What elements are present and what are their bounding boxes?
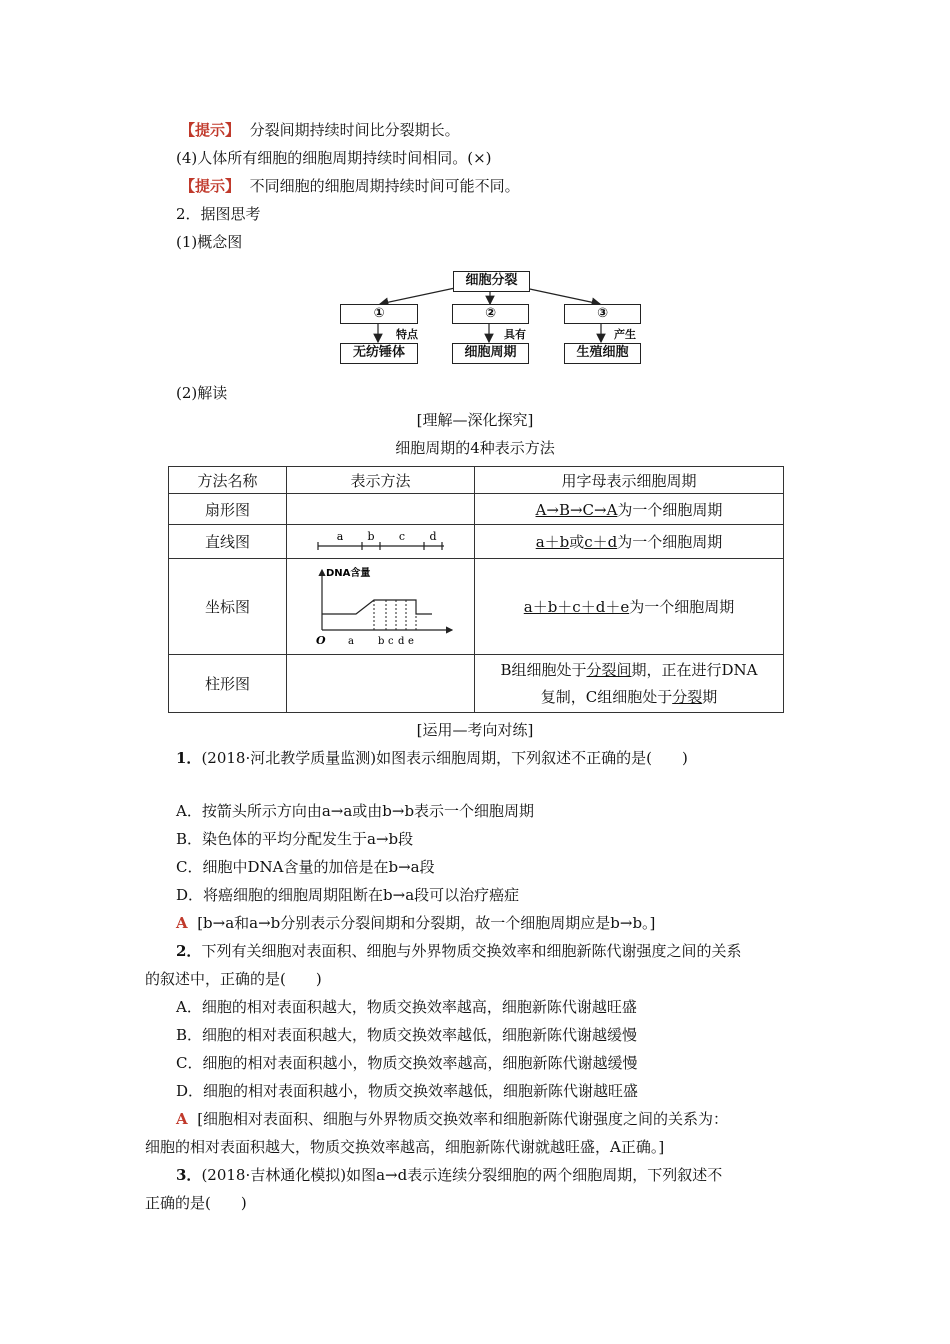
question-2-stem-1 xyxy=(176,940,741,962)
answer-letter: A xyxy=(176,914,188,932)
answer-underlined: A→B→C→A xyxy=(535,500,618,519)
concept-node-3: ③ xyxy=(564,304,641,324)
item-4: (4)人体所有细胞的细胞周期持续时间相同。(×) xyxy=(176,149,492,167)
concept-map-arrows xyxy=(0,0,950,400)
table-header: 表示方法 xyxy=(287,467,475,494)
table-row xyxy=(169,525,784,559)
q1-option-a: A．按箭头所示方向由a→a或由b→b表示一个细胞周期 xyxy=(176,802,535,820)
question-3-stem-1 xyxy=(176,1164,722,1186)
method-answer xyxy=(475,559,784,655)
arrow-root-to-node3 xyxy=(525,288,600,304)
coord-diagram-cell xyxy=(287,559,475,655)
q2-option-c: C．细胞的相对表面积越小，物质交换效率越高，细胞新陈代谢越缓慢 xyxy=(176,1054,638,1072)
answer-rest: 为一个细胞周期 xyxy=(629,598,735,616)
method-answer xyxy=(475,655,784,713)
concept-leaf-3: 生殖细胞 xyxy=(564,343,641,364)
hint-tag: 【提示】 xyxy=(180,121,241,139)
subsection-concept-map: (1)概念图 xyxy=(176,233,243,251)
x-label-e: e xyxy=(407,635,414,647)
origin-label: O xyxy=(315,633,326,647)
x-label-d: d xyxy=(397,635,404,647)
method-name: 直线图 xyxy=(169,525,287,559)
question-number: 3． xyxy=(176,1166,202,1184)
arrow-root-to-node1 xyxy=(380,288,455,304)
edge-label-1: 特点 xyxy=(396,328,418,341)
answer-letter: A xyxy=(176,1110,188,1128)
q1-option-b: B．染色体的平均分配发生于a→b段 xyxy=(176,830,414,848)
answer-underlined: 分裂间 xyxy=(586,660,632,679)
edge-label-2: 具有 xyxy=(504,328,526,341)
answer-rest: 为一个细胞周期 xyxy=(617,500,723,519)
question-3-stem-2: 正确的是( ) xyxy=(145,1194,247,1212)
question-source: (2018·河北教学质量监测) xyxy=(201,749,377,767)
method-figure-empty xyxy=(287,494,475,525)
y-axis-label: DNA含量 xyxy=(325,567,370,579)
answer-explanation: [b→a和a→b分别表示分裂间期和分裂期，故一个细胞周期应是b→b。] xyxy=(197,914,656,932)
coord-diagram xyxy=(306,564,456,650)
table-header: 方法名称 xyxy=(169,467,287,494)
hint-text: 分裂间期持续时间比分裂期长。 xyxy=(249,121,460,139)
line-label-c: c xyxy=(398,529,405,543)
answer-text: 期，正在进行DNA xyxy=(631,660,758,679)
q2-option-b: B．细胞的相对表面积越大，物质交换效率越低，细胞新陈代谢越缓慢 xyxy=(176,1026,638,1044)
method-answer xyxy=(475,494,784,525)
answer-underlined: a＋b＋c＋d＋e xyxy=(523,598,630,616)
question-2-stem-2: 的叙述中，正确的是( ) xyxy=(145,970,322,988)
q2-option-a: A．细胞的相对表面积越大，物质交换效率越高，细胞新陈代谢越旺盛 xyxy=(176,998,637,1016)
answer-or: 或 xyxy=(569,533,585,551)
bracket-heading-2: [运用—考向对练] xyxy=(416,721,534,739)
table-row xyxy=(169,494,784,525)
dna-curve xyxy=(322,600,432,614)
q1-option-c: C．细胞中DNA含量的加倍是在b→a段 xyxy=(176,858,435,876)
answer-underlined: a＋b xyxy=(535,533,570,551)
table-title: 细胞周期的4种表示方法 xyxy=(395,439,555,457)
answer-text: 复制，C组细胞处于 xyxy=(540,687,673,706)
line-diagram xyxy=(316,530,446,554)
table-row xyxy=(169,559,784,655)
method-name: 扇形图 xyxy=(169,494,287,525)
answer-explanation: [细胞相对表面积、细胞与外界物质交换效率和细胞新陈代谢强度之间的关系为： xyxy=(197,1110,729,1128)
question-number: 1． xyxy=(176,749,202,767)
methods-table xyxy=(168,466,784,713)
concept-leaf-1: 无纺锤体 xyxy=(340,343,418,364)
answer-underlined: 分裂 xyxy=(672,687,703,706)
x-label-b: b xyxy=(377,635,384,647)
line-label-a: a xyxy=(336,529,343,543)
line-diagram-cell xyxy=(287,525,475,559)
q2-answer-line-2: 细胞的相对表面积越大，物质交换效率越高，细胞新陈代谢就越旺盛，A正确。] xyxy=(145,1138,665,1156)
concept-leaf-2: 细胞周期 xyxy=(452,343,529,364)
method-figure-empty xyxy=(287,655,475,713)
bracket-heading-1: [理解—深化探究] xyxy=(416,411,534,429)
concept-node-1: ① xyxy=(340,304,418,324)
question-1-stem xyxy=(176,747,688,769)
concept-node-2: ② xyxy=(452,304,529,324)
answer-rest: 为一个细胞周期 xyxy=(617,533,723,551)
line-label-b: b xyxy=(366,529,375,543)
question-text: 下列有关细胞对表面积、细胞与外界物质交换效率和细胞新陈代谢强度之间的关系 xyxy=(201,942,742,960)
answer-text: B组细胞处于 xyxy=(500,660,587,679)
q2-option-d: D．细胞的相对表面积越小，物质交换效率越低，细胞新陈代谢越旺盛 xyxy=(176,1082,639,1100)
method-answer xyxy=(475,525,784,559)
table-row xyxy=(169,655,784,713)
table-header: 用字母表示细胞周期 xyxy=(475,467,784,494)
concept-root: 细胞分裂 xyxy=(453,271,530,292)
answer-underlined: c＋d xyxy=(584,533,618,551)
x-label-c: c xyxy=(387,635,394,647)
edge-label-3: 产生 xyxy=(614,328,636,341)
q1-option-d: D．将癌细胞的细胞周期阻断在b→a段可以治疗癌症 xyxy=(176,886,520,904)
q2-answer-line xyxy=(176,1108,728,1130)
hint-tag: 【提示】 xyxy=(180,177,241,195)
section-2-title: 2．据图思考 xyxy=(176,205,261,223)
x-label-a: a xyxy=(347,635,354,647)
line-label-d: d xyxy=(428,529,437,543)
question-number: 2． xyxy=(176,942,202,960)
hint-text: 不同细胞的细胞周期持续时间可能不同。 xyxy=(249,177,520,195)
q1-answer-line xyxy=(176,912,655,934)
question-text: 如图a→d表示连续分裂细胞的两个细胞周期，下列叙述不 xyxy=(346,1166,723,1184)
question-source: (2018·吉林通化模拟) xyxy=(201,1166,347,1184)
subsection-interpretation: (2)解读 xyxy=(176,384,228,402)
question-text: 如图表示细胞周期，下列叙述不正确的是( ) xyxy=(376,749,688,767)
method-name: 坐标图 xyxy=(169,559,287,655)
method-name: 柱形图 xyxy=(169,655,287,713)
answer-text: 期 xyxy=(702,687,718,706)
